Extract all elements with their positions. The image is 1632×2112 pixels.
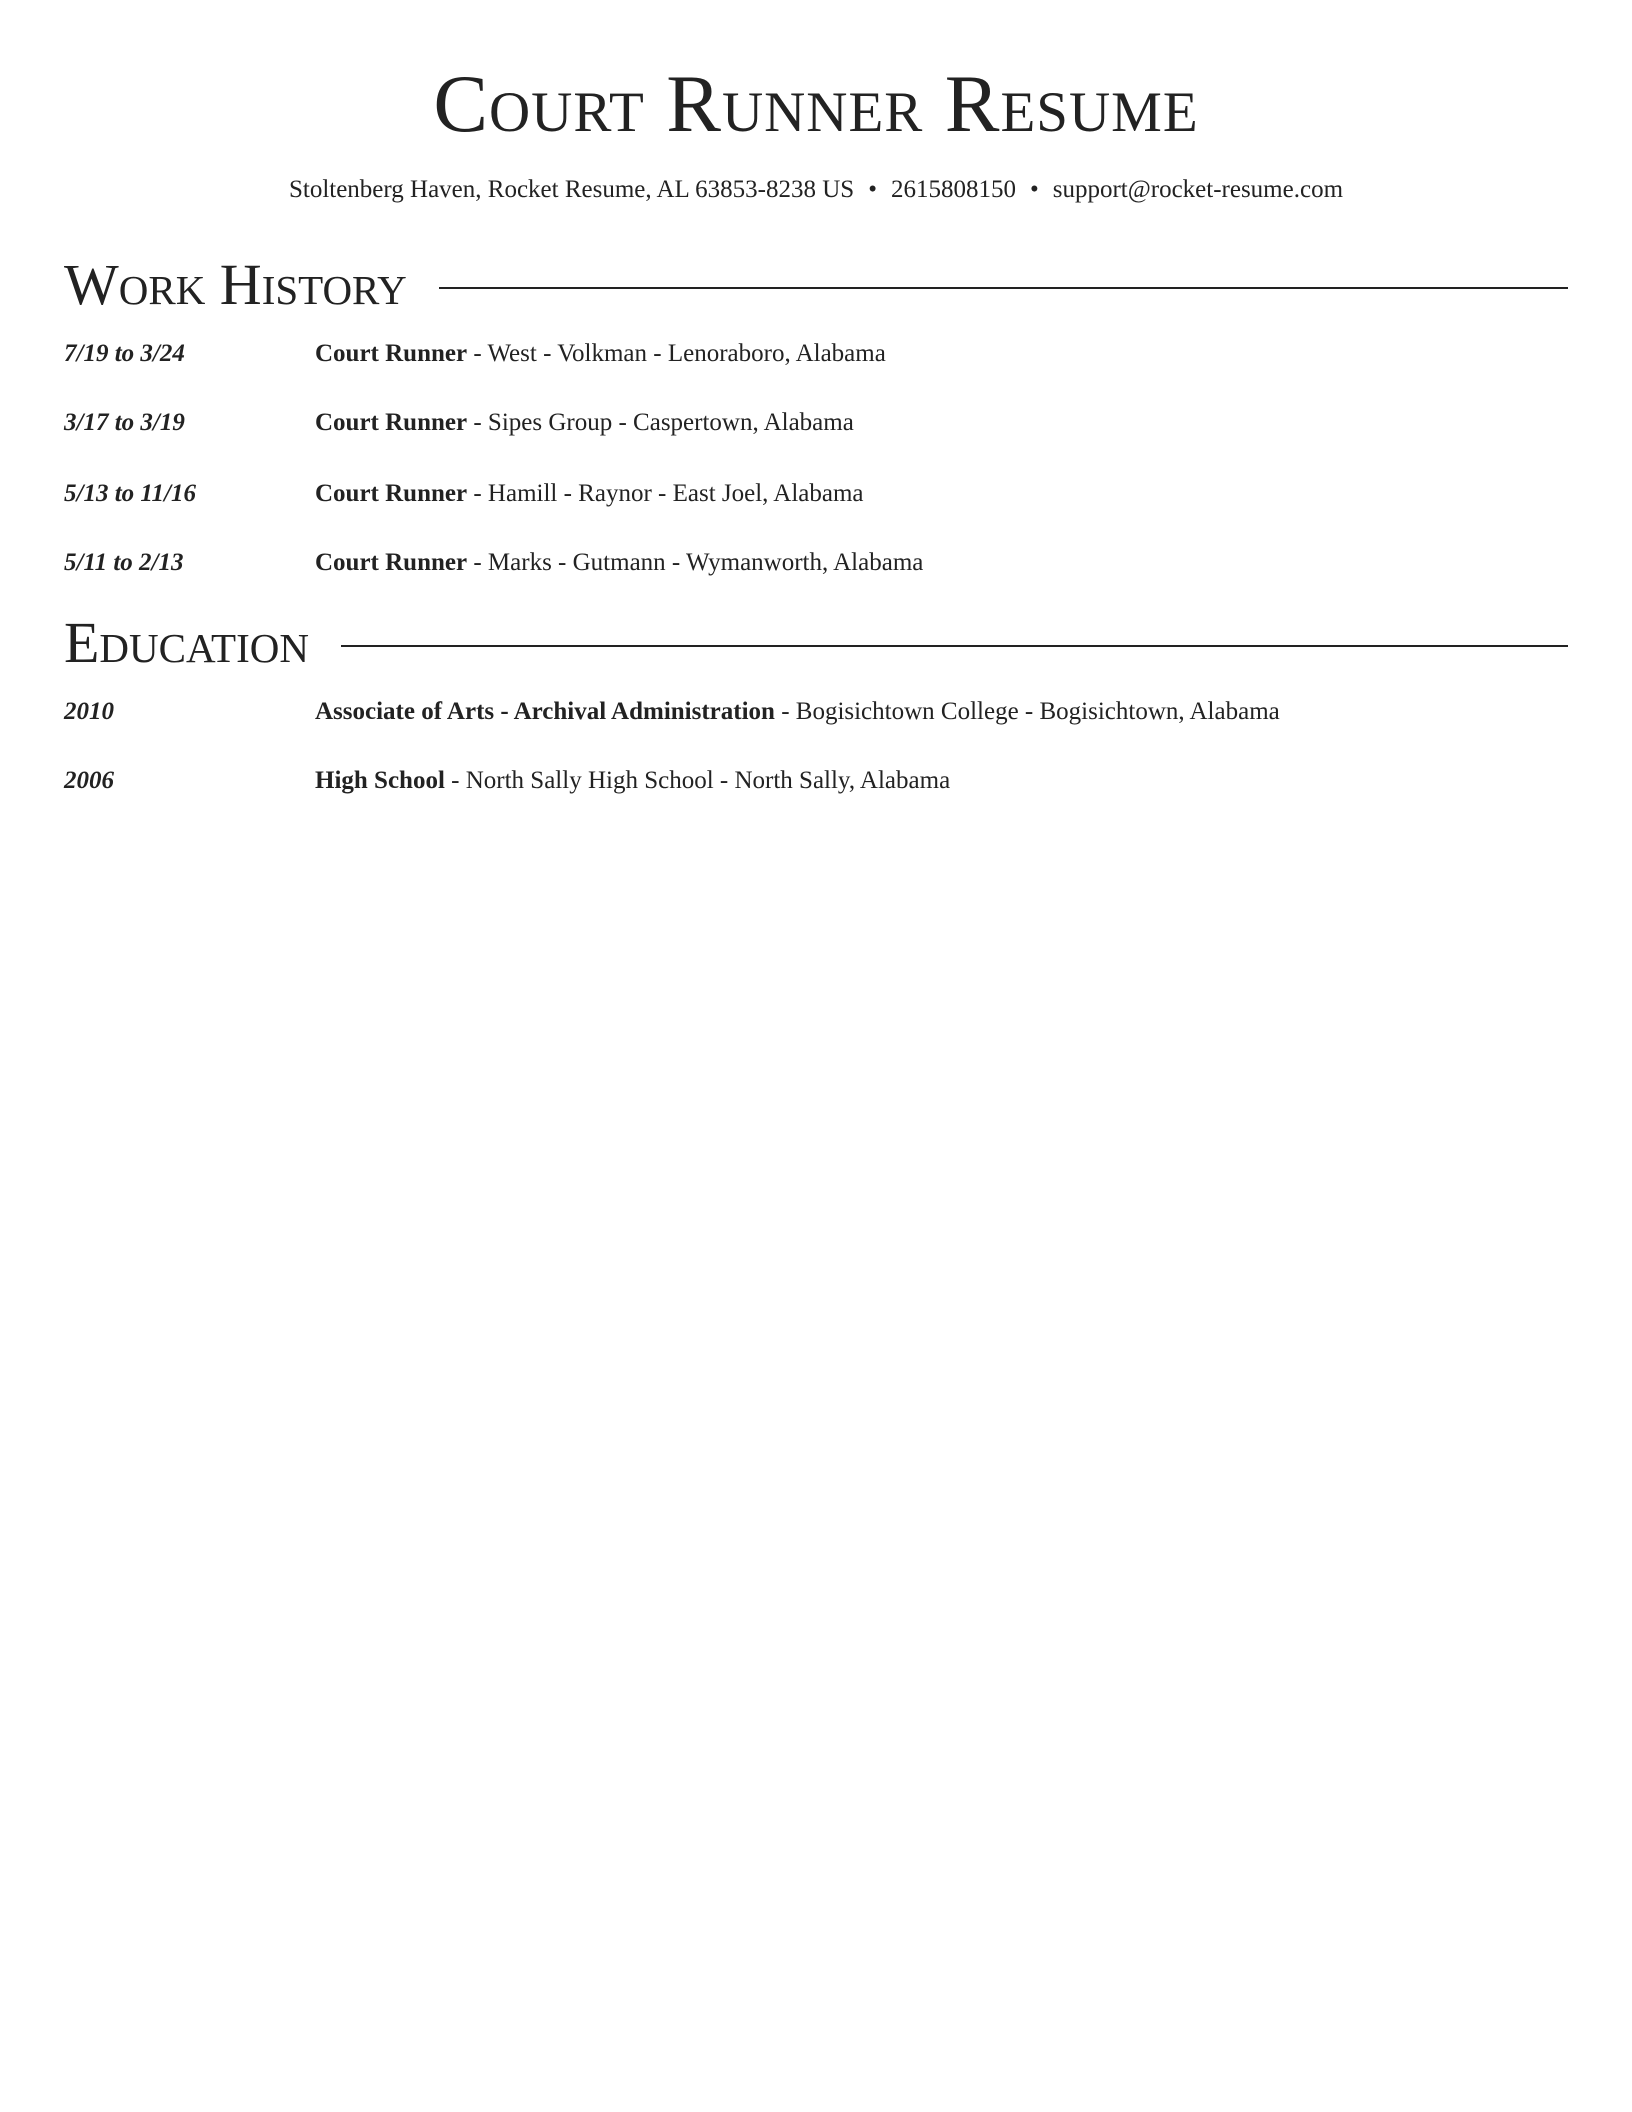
- work-history-entry: [64, 476, 1568, 512]
- entry-detail: [315, 763, 950, 799]
- education-heading: Education: [64, 610, 309, 675]
- education-entry: [64, 763, 1568, 799]
- entry-detail: [315, 336, 886, 372]
- entry-degree: Associate of Arts - Archival Administration: [315, 698, 775, 725]
- education-section-header: [64, 608, 1568, 678]
- entry-employer-location: - Hamill - Raynor - East Joel, Alabama: [467, 480, 864, 507]
- contact-email: support@rocket-resume.com: [1052, 176, 1344, 203]
- work-history-section-header: [64, 250, 1568, 320]
- entry-employer-location: - West - Volkman - Lenoraboro, Alabama: [467, 340, 886, 367]
- work-history-entry: [64, 545, 1568, 581]
- entry-school-location: - North Sally High School - North Sally, Alabama: [444, 767, 951, 794]
- entry-dates: 7/19 to 3/24: [64, 340, 185, 367]
- work-history-entry: [64, 336, 1568, 372]
- entry-dates: 2010: [64, 698, 114, 725]
- contact-separator: •: [1029, 176, 1039, 203]
- entry-degree: High School: [315, 767, 445, 794]
- entry-role: Court Runner: [315, 549, 468, 576]
- section-divider: [439, 287, 1568, 289]
- entry-dates: 5/11 to 2/13: [64, 549, 184, 576]
- entry-role: Court Runner: [315, 480, 468, 507]
- entry-dates: 2006: [64, 767, 114, 794]
- entry-role: Court Runner: [315, 409, 468, 436]
- entry-school-location: - Bogisichtown College - Bogisichtown, Alabama: [774, 698, 1280, 725]
- entry-dates: 3/17 to 3/19: [64, 409, 185, 436]
- work-history-heading: Work History: [64, 252, 407, 317]
- entry-detail: [315, 545, 923, 581]
- resume-title: Court Runner Resume: [433, 58, 1199, 149]
- entry-detail: [315, 476, 864, 512]
- contact-separator: •: [868, 176, 877, 203]
- entry-role: Court Runner: [315, 340, 468, 367]
- entry-employer-location: - Sipes Group - Caspertown, Alabama: [467, 409, 854, 436]
- contact-address: Stoltenberg Haven, Rocket Resume, AL 63853-8238 US: [288, 176, 855, 203]
- entry-dates: 5/13 to 11/16: [64, 480, 196, 507]
- section-divider: [341, 645, 1568, 647]
- education-entry: [64, 694, 1568, 730]
- work-history-entry: [64, 405, 1568, 441]
- entry-detail: [315, 405, 854, 441]
- entry-detail: [315, 694, 1280, 730]
- contact-line: [0, 174, 1632, 206]
- contact-phone: 2615808150: [890, 176, 1016, 203]
- entry-employer-location: - Marks - Gutmann - Wymanworth, Alabama: [467, 549, 924, 576]
